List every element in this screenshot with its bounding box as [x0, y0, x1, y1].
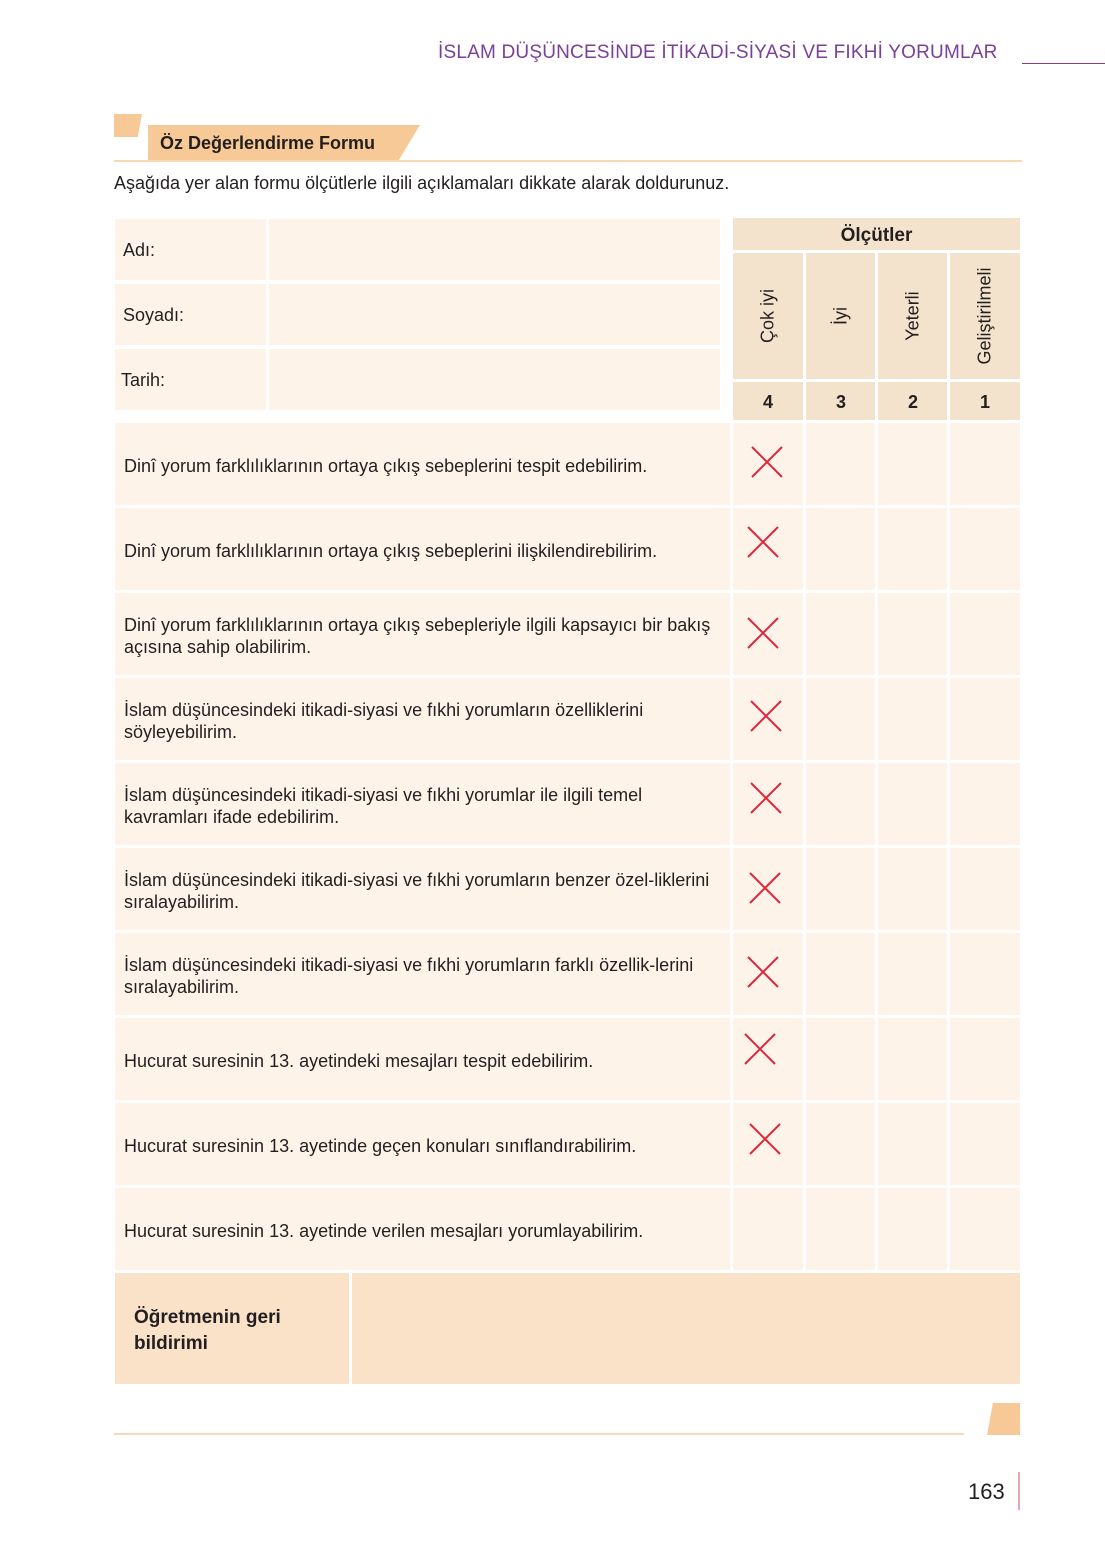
rating-cell-1[interactable] [950, 423, 1020, 505]
score-1: 1 [979, 392, 990, 412]
x-mark-icon [746, 955, 780, 989]
statement-text: Hucurat suresinin 13. ayetinde verilen mesajları yorumlayabilirim. [124, 1221, 644, 1241]
score-3: 3 [835, 392, 846, 412]
rating-cell-1[interactable] [950, 933, 1020, 1015]
rating-cell-1[interactable] [950, 678, 1020, 760]
rating-cell-2[interactable] [878, 933, 947, 1015]
x-mark-icon [748, 871, 782, 905]
criteria-level-label-3: İyi [830, 307, 851, 325]
rating-cell-3[interactable] [806, 1018, 875, 1100]
rating-cell-3[interactable] [806, 423, 875, 505]
running-header-title: İSLAM DÜŞÜNCESİNDE İTİKADİ-SİYASİ VE FIKHİ YORUMLAR [438, 42, 998, 63]
x-mark-icon [749, 781, 783, 815]
date-label-cell [115, 349, 266, 410]
x-mark-icon [750, 445, 784, 479]
statement-text: İslam düşüncesindeki itikadi-siyasi ve fıkhi yorumlar ile ilgili temel kavramları ifade edebilirim. [124, 785, 643, 827]
rating-cell-3[interactable] [806, 1103, 875, 1185]
section-tab-accent [114, 114, 142, 137]
statement-text: Hucurat suresinin 13. ayetindeki mesajları tespit edebilirim. [124, 1051, 594, 1071]
rating-cell-1[interactable] [950, 508, 1020, 590]
criteria-level-label-4: Çok iyi [757, 288, 778, 344]
statement-text: Dinî yorum farklılıklarının ortaya çıkış sebeplerini ilişkilendirebilirim. [124, 541, 658, 561]
statement-text: Hucurat suresinin 13. ayetinde geçen konuları sınıflandırabilirim. [124, 1136, 637, 1156]
statement-text: İslam düşüncesindeki itikadi-siyasi ve fıkhi yorumların benzer özel-liklerini sıralayabilirim. [124, 870, 710, 912]
rating-cell-3[interactable] [806, 763, 875, 845]
statement-text: İslam düşüncesindeki itikadi-siyasi ve fıkhi yorumların farklı özellik-lerini sıralayabilirim. [124, 955, 694, 997]
criteria-level-label-2: Yeterli [902, 291, 923, 341]
x-mark-icon [746, 525, 780, 559]
section-rule [114, 160, 1022, 162]
name-label: Adı: [123, 240, 156, 260]
criteria-level-label-1: Geliştirilmeli [974, 267, 995, 365]
rating-cell-1[interactable] [950, 1018, 1020, 1100]
rating-cell-2[interactable] [878, 1188, 947, 1270]
rating-cell-4[interactable] [733, 1188, 803, 1270]
rating-cell-3[interactable] [806, 593, 875, 675]
rating-cell-3[interactable] [806, 678, 875, 760]
instruction-text: Aşağıda yer alan formu ölçütlerle ilgili açıklamaları dikkate alarak doldurunuz. [114, 173, 730, 193]
feedback-field[interactable] [352, 1273, 1020, 1384]
rating-cell-1[interactable] [950, 848, 1020, 930]
rating-cell-2[interactable] [878, 763, 947, 845]
rating-cell-3[interactable] [806, 508, 875, 590]
x-mark-icon [743, 1032, 777, 1066]
score-2: 2 [907, 392, 918, 412]
score-4: 4 [762, 392, 773, 412]
footer-rule [114, 1433, 964, 1435]
x-mark-icon [746, 616, 780, 650]
rating-cell-3[interactable] [806, 848, 875, 930]
rating-cell-1[interactable] [950, 1188, 1020, 1270]
section-title: Öz Değerlendirme Formu [160, 133, 376, 153]
header-rule [1022, 63, 1105, 64]
x-mark-icon [749, 699, 783, 733]
statement-text: Dinî yorum farklılıklarının ortaya çıkış sebepleriyle ilgili kapsayıcı bir bakış açısına sahip olabilirim. [124, 615, 711, 657]
feedback-label: Öğretmenin geri bildirimi [134, 1307, 281, 1354]
surname-field[interactable] [269, 284, 720, 345]
rating-cell-2[interactable] [878, 593, 947, 675]
page-number-bar [1018, 1472, 1020, 1510]
x-mark-icon [748, 1122, 782, 1156]
footer-tab [987, 1403, 1020, 1435]
name-label-cell [115, 219, 266, 280]
criteria-title: Ölçütler [840, 225, 913, 246]
date-field[interactable] [269, 349, 720, 410]
rating-cell-1[interactable] [950, 593, 1020, 675]
rating-cell-2[interactable] [878, 678, 947, 760]
rating-cell-1[interactable] [950, 763, 1020, 845]
statement-text: İslam düşüncesindeki itikadi-siyasi ve fıkhi yorumların özelliklerini söyleyebilirim. [124, 700, 644, 742]
rating-cell-3[interactable] [806, 1188, 875, 1270]
name-field[interactable] [269, 219, 720, 280]
rating-cell-1[interactable] [950, 1103, 1020, 1185]
rating-cell-2[interactable] [878, 1018, 947, 1100]
rating-cell-2[interactable] [878, 848, 947, 930]
rating-cell-2[interactable] [878, 1103, 947, 1185]
page-number: 163 [968, 1479, 1005, 1504]
rating-cell-2[interactable] [878, 508, 947, 590]
rating-cell-3[interactable] [806, 933, 875, 1015]
date-label: Tarih: [121, 370, 166, 390]
statement-text: Dinî yorum farklılıklarının ortaya çıkış sebeplerini tespit edebilirim. [124, 456, 648, 476]
surname-label: Soyadı: [123, 305, 185, 325]
surname-label-cell [115, 284, 266, 345]
rating-cell-2[interactable] [878, 423, 947, 505]
